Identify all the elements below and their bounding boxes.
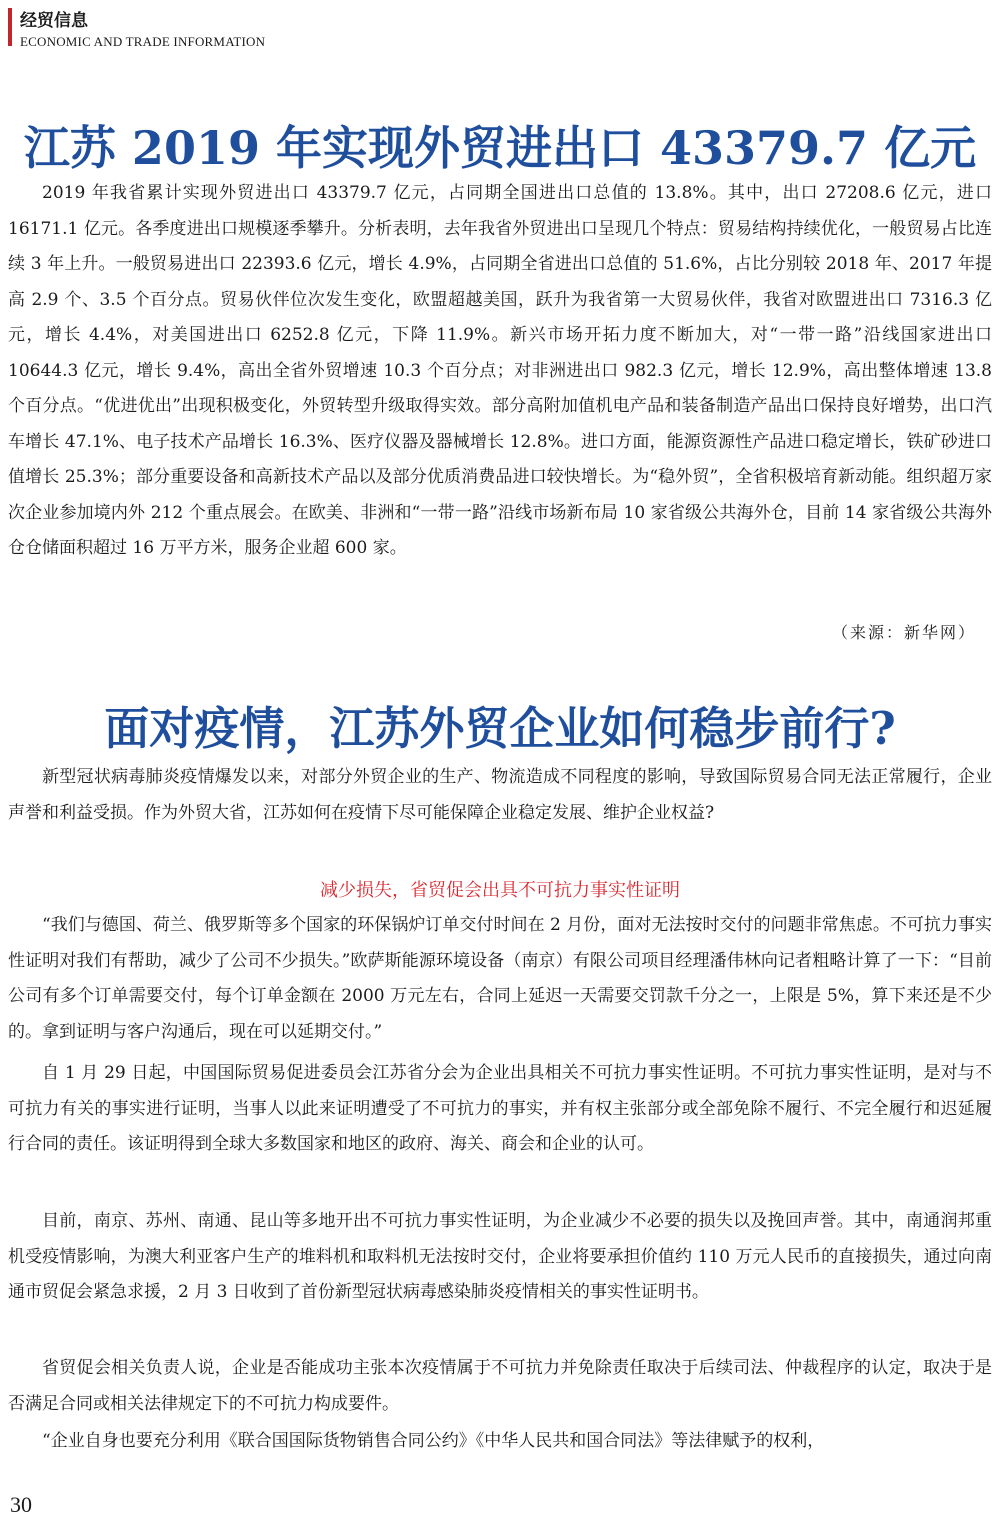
article2-paragraph-4: 省贸促会相关负责人说，企业是否能成功主张本次疫情属于不可抗力并免除责任取决于后续司法、仲裁程序的认定，取决于是否满足合同或相关法律规定下的不可抗力构成要件。 <box>8 1358 992 1414</box>
section-title-cn: 经贸信息 <box>20 11 88 31</box>
article2-title: 面对疫情，江苏外贸企业如何稳步前行? <box>104 702 896 755</box>
article1-body: 2019 年我省累计实现外贸进出口 43379.7 亿元，占同期全国进出口总值的 13.8%。其中，出口 27208.6 亿元，进口 16171.1 亿元。各季度进出口规模逐季攀升。分析表明，去年我省外贸进出口呈现几个特点：贸易结构持续优化，一般贸易占比连续 3 年上升。一般贸易进出口 22393.6 亿元，增长 4.9%，占同期全省进出口总值的 51.6%，占比分别较 2018 年、2017 年提高 2.9 个、3.5 个百分点。贸易伙伴位次发生变化，欧盟超越美国，跃升为我省第一大贸易伙伴，我省对欧盟进出口 7316.3 亿元，增长 4.4%，对美国进出口 6252.8 亿元，下降 11.9%。新兴市场开拓力度不断加大，对“一带一路”沿线国家进出口 10644.3 亿元，增长 9.4%，高出全省外贸增速 10.3 个百分点；对非洲进出口 982.3 亿元，增长 12.9%，高出整体增速 13.8 个百分点。“优进优出”出现积极变化，外贸转型升级取得实效。部分高附加值机电产品和装备制造产品出口保持良好增势，出口汽车增长 47.1%、电子技术产品增长 16.3%、医疗仪器及器械增长 12.8%。进口方面，能源资源性产品进口稳定增长，铁矿砂进口值增长 25.3%；部分重要设备和高新技术产品以及部分优质消费品进口较快增长。为“稳外贸”，全省积极培育新动能。组织超万家次企业参加境内外 212 个重点展会。在欧美、非洲和“一带一路”沿线市场新布局 10 家省级公共海外仓，目前 14 家省级公共海外仓仓储面积超过 16 万平方米，服务企业超 600 家。 <box>8 183 992 558</box>
article2-paragraph-2: 自 1 月 29 日起，中国国际贸易促进委员会江苏省分会为企业出具相关不可抗力事实性证明。不可抗力事实性证明，是对与不可抗力有关的事实进行证明，当事人以此来证明遭受了不可抗力的事实，并有权主张部分或全部免除不履行、不完全履行和迟延履行合同的责任。该证明得到全球大多数国家和地区的政府、海关、商会和企业的认可。 <box>8 1063 992 1154</box>
article1-title: 江苏 2019 年实现外贸进出口 43379.7 亿元 <box>23 121 977 175</box>
section-title-en: ECONOMIC AND TRADE INFORMATION <box>20 34 266 49</box>
article1-source: （来源：新华网） <box>831 623 976 642</box>
page-number: 30 <box>10 1492 32 1517</box>
article2-paragraph-1: “我们与德国、荷兰、俄罗斯等多个国家的环保锅炉订单交付时间在 2 月份，面对无法按时交付的问题非常焦虑。不可抗力事实性证明对我们有帮助，减少了公司不少损失。”欧萨斯能源环境设备（南京）有限公司项目经理潘伟林向记者粗略计算了一下：“目前公司有多个订单需要交付，每个订单金额在 2000 万元左右，合同上延迟一天需要交罚款千分之一，上限是 5%，算下来还是不少的。拿到证明与客户沟通后，现在可以延期交付。” <box>8 915 992 1042</box>
article2-subheading: 减少损失，省贸促会出具不可抗力事实性证明 <box>320 880 680 901</box>
article2-intro: 新型冠状病毒肺炎疫情爆发以来，对部分外贸企业的生产、物流造成不同程度的影响，导致国际贸易合同无法正常履行，企业声誉和利益受损。作为外贸大省，江苏如何在疫情下尽可能保障企业稳定发展、维护企业权益? <box>8 767 992 823</box>
header-accent-bar <box>8 8 12 46</box>
article2-paragraph-5: “企业自身也要充分利用《联合国国际货物销售合同公约》《中华人民共和国合同法》等法律赋予的权利， <box>42 1431 825 1451</box>
article2-paragraph-3: 目前，南京、苏州、南通、昆山等多地开出不可抗力事实性证明，为企业减少不必要的损失以及挽回声誉。其中，南通润邦重机受疫情影响，为澳大利亚客户生产的堆料机和取料机无法按时交付，企业将要承担价值约 110 万元人民币的直接损失，通过向南通市贸促会紧急求援，2 月 3 日收到了首份新型冠状病毒感染肺炎疫情相关的事实性证明书。 <box>8 1211 992 1302</box>
